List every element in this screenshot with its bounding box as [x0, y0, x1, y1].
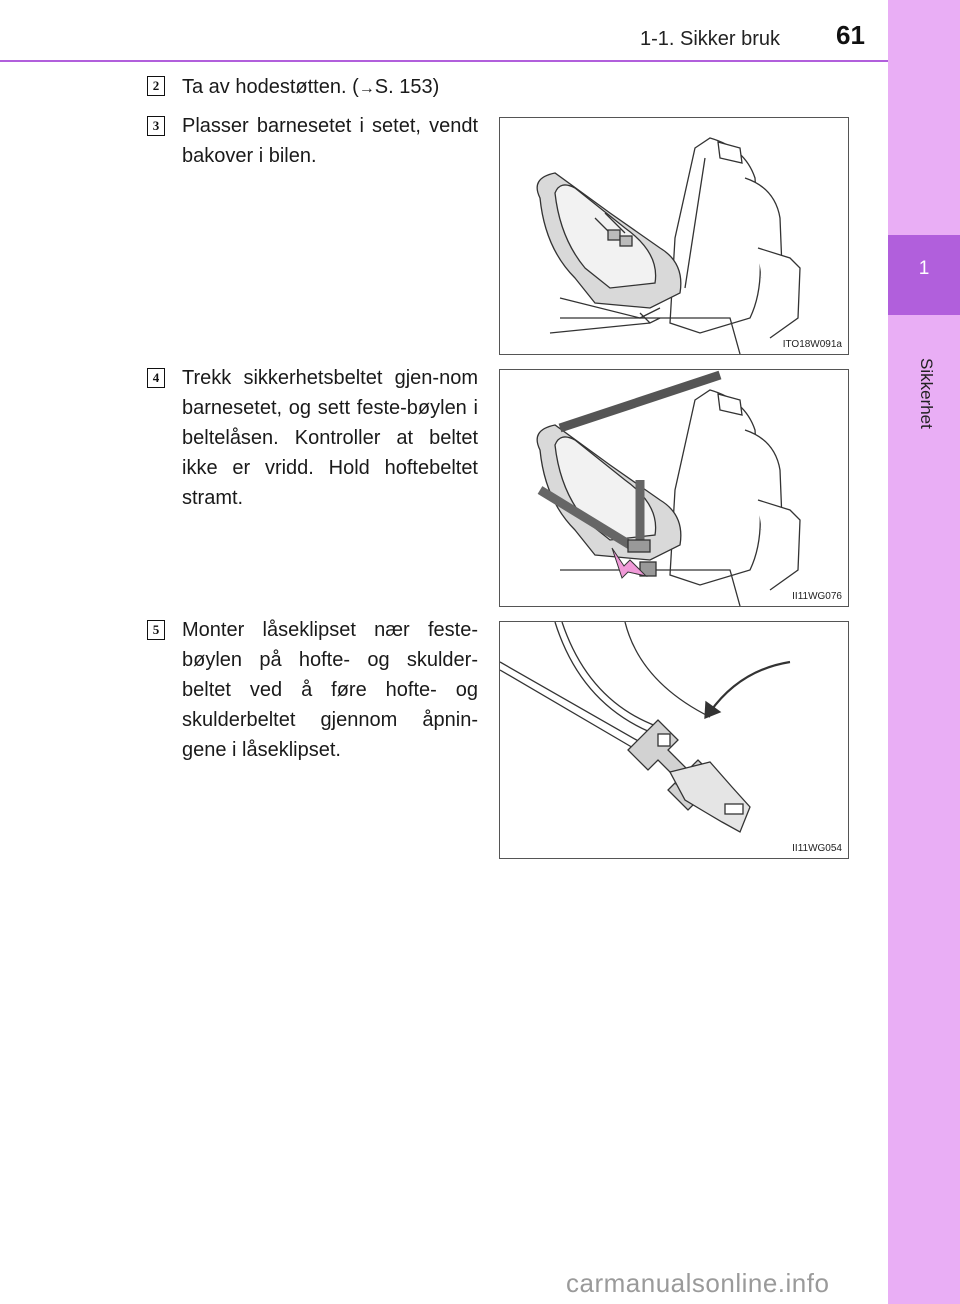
figure-belt-through-seat [499, 369, 849, 607]
step-3-text: Plasser barnesetet i setet, vendt bakover i bilen. [182, 115, 478, 167]
step-5-number: 5 [147, 620, 165, 640]
step-3-number: 3 [147, 116, 165, 136]
chapter-number: 1 [918, 258, 930, 279]
step-2-page-ref[interactable]: S. 153) [374, 76, 440, 98]
step-2-text-before: Ta av hodestøtten. ( [182, 76, 359, 98]
page-number: 61 [836, 20, 865, 50]
belt-routing-illustration [500, 370, 848, 606]
figure-code: ITO18W091a [782, 339, 842, 350]
chapter-sidebar [888, 0, 960, 1304]
child-seat-illustration [500, 118, 848, 354]
locking-clip-illustration [500, 622, 848, 858]
page-ref-arrow-icon: → [358, 80, 375, 97]
step-4-text: Trekk sikkerhetsbeltet gjen-nom barnesetet, og sett feste-bøylen i beltelåsen. Kontroller at beltet ikke er vridd. Hold hoftebeltet stramt. [182, 367, 478, 509]
watermark: carmanualsonline.info [566, 1268, 830, 1298]
figure-locking-clip [499, 621, 849, 859]
step-2-text [182, 72, 439, 104]
chapter-label: Sikkerhet [917, 358, 936, 429]
section-title: 1-1. Sikker bruk [640, 28, 781, 50]
step-2-number: 2 [147, 76, 165, 96]
figure-child-seat-placed [499, 117, 849, 355]
header-rule [0, 60, 888, 62]
figure-code: II11WG054 [792, 843, 842, 854]
figure-code: II11WG076 [792, 591, 842, 602]
step-4-number: 4 [147, 368, 165, 388]
step-5-text: Monter låseklipset nær feste-bøylen på hofte- og skulder-beltet ved å føre hofte- og skulderbeltet gjennom åpnin-gene i låseklipset. [182, 619, 478, 761]
